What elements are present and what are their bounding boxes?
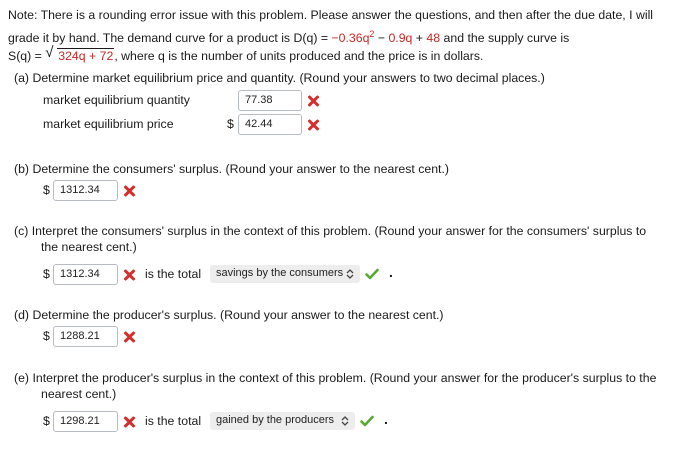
consumers-surplus-input[interactable]: 1312.34 <box>53 180 118 201</box>
note-line-2: grade it by hand. The demand curve for a product is $D(q) = -0.36q^2 - 0.9q + 48$ and the supply curve is <box>8 28 570 45</box>
producers-surplus-meaning-select[interactable] <box>210 412 355 430</box>
check-mark-icon <box>360 415 374 427</box>
sentence-period: . <box>389 264 393 280</box>
equilibrium-price-label: market equilibrium price <box>43 117 174 131</box>
x-mark-icon <box>307 95 319 107</box>
currency-symbol: $ <box>43 183 50 197</box>
supply-function: S(q) = √ 324q + 72 <box>8 49 114 63</box>
producers-surplus-input[interactable]: 1288.21 <box>53 326 118 347</box>
x-mark-icon <box>123 331 135 343</box>
part-e-prompt-line-1: (e) Interpret the producer's surplus in the context of this problem. (Round your answer for the producer's surplus to the <box>14 371 657 385</box>
currency-symbol: $ <box>43 329 50 343</box>
square-root: √ 324q + 72 <box>45 44 114 64</box>
equilibrium-price-input[interactable]: 42.44 <box>238 114 302 135</box>
select-value: gained by the producers <box>216 414 335 426</box>
radical-sign-icon: √ <box>45 44 54 62</box>
x-mark-icon <box>123 185 135 197</box>
select-value: savings by the consumers <box>216 267 344 279</box>
demand-function: $D(q) = -0.36q^2 - 0.9q + 48$ <box>293 28 441 45</box>
equilibrium-quantity-label: market equilibrium quantity <box>43 93 190 107</box>
note-line-1: Note: There is a rounding error issue with this problem. Please answer the questions, and then after the due date, I will <box>8 8 654 22</box>
x-mark-icon <box>123 416 135 428</box>
part-d-prompt: (d) Determine the producer's surplus. (Round your answer to the nearest cent.) <box>14 308 444 322</box>
equilibrium-quantity-input[interactable]: 77.38 <box>238 90 302 111</box>
part-c-prompt-line-1: (c) Interpret the consumers' surplus in the context of this problem. (Round your answer for the consumers' surplus to <box>14 224 647 238</box>
note-line-3: S(q) = √ 324q + 72, where q is the number of units produced and the price is in dollars. <box>8 47 698 66</box>
currency-symbol: $ <box>43 414 50 428</box>
check-mark-icon <box>365 268 379 280</box>
sentence-period: . <box>384 411 388 427</box>
is-the-total-text: is the total <box>145 267 202 281</box>
x-mark-icon <box>307 119 319 131</box>
x-mark-icon <box>123 269 135 281</box>
part-b-prompt: (b) Determine the consumers' surplus. (Round your answer to the nearest cent.) <box>14 162 449 176</box>
part-c-prompt-line-2: the nearest cent.) <box>41 240 137 254</box>
problem-note <box>8 6 698 66</box>
currency-symbol: $ <box>227 117 234 131</box>
up-down-chevron-icon <box>345 268 355 280</box>
part-e-prompt-line-2: nearest cent.) <box>41 387 117 401</box>
producers-surplus-interpret-input[interactable]: 1298.21 <box>53 411 118 432</box>
part-a-prompt: (a) Determine market equilibrium price and quantity. (Round your answers to two decimal places.) <box>14 71 545 85</box>
currency-symbol: $ <box>43 267 50 281</box>
up-down-chevron-icon <box>340 415 350 427</box>
is-the-total-text: is the total <box>145 414 202 428</box>
consumers-surplus-meaning-select[interactable] <box>210 265 360 283</box>
consumers-surplus-interpret-input[interactable]: 1312.34 <box>53 264 118 285</box>
